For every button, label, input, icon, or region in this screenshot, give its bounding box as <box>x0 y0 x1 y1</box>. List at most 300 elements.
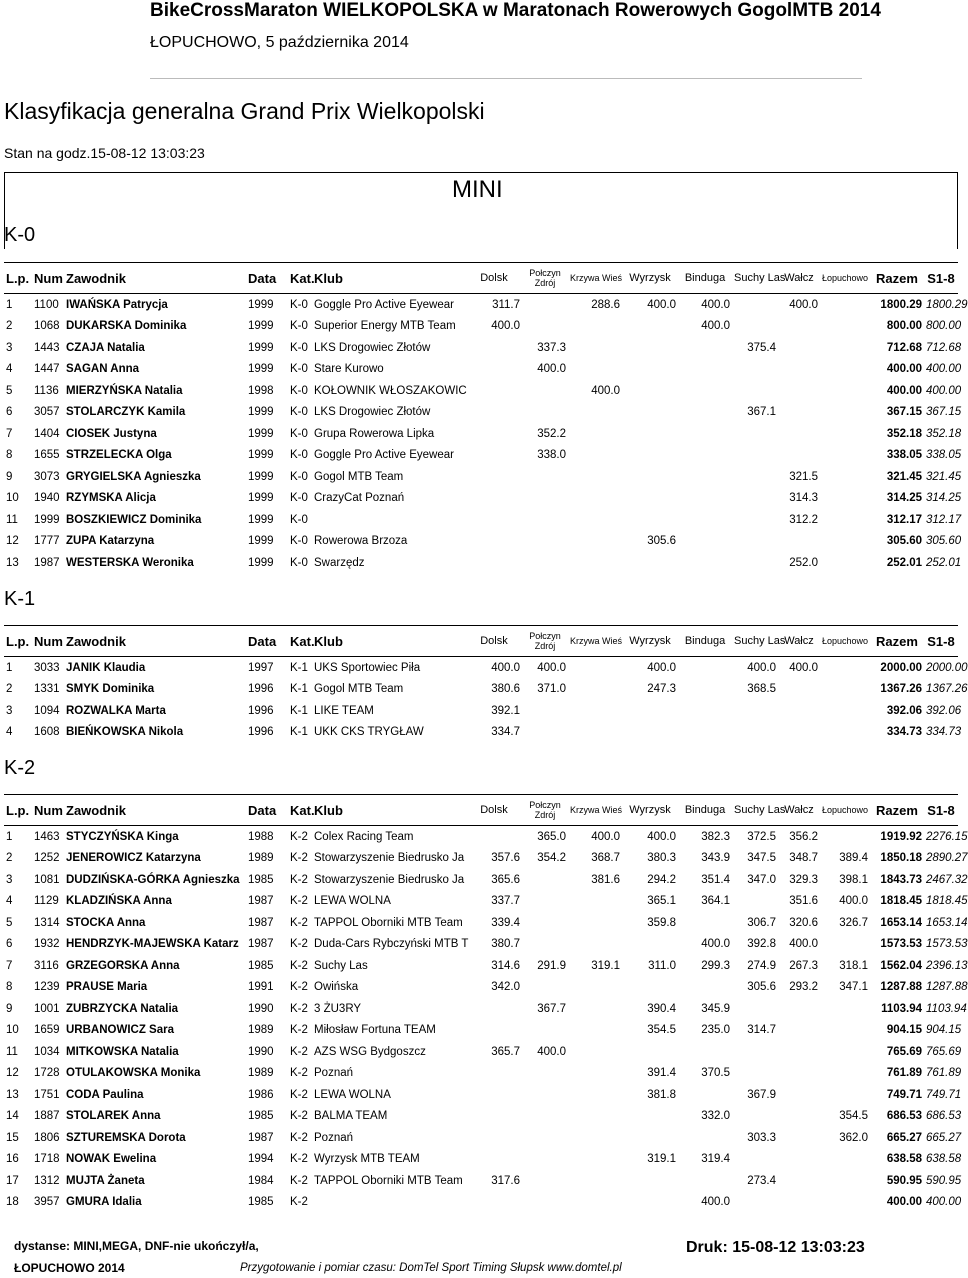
cell-score-suchy-las: 375.4 <box>747 341 776 354</box>
cell-score-lopuchowo <box>820 1063 870 1085</box>
cell-club: Poznań <box>314 1131 354 1144</box>
cell-birth-year: 1985 <box>248 1110 274 1123</box>
cell-score-wyrzysk <box>622 1041 678 1063</box>
cell-total-s18: 392.06 <box>926 704 962 717</box>
cell-score-suchy-las: 392.8 <box>747 938 776 951</box>
cell-birth-year: 1984 <box>248 1174 274 1187</box>
cell-score-wyrzysk <box>622 552 678 574</box>
cell-lp: 4 <box>6 363 13 376</box>
column-header-name: Zawodnik <box>64 263 246 294</box>
cell-score-binduga: 400.0 <box>701 298 730 311</box>
cell-total-s18: 352.18 <box>926 427 962 440</box>
cell-score-suchy-las <box>732 509 778 531</box>
cell-score-dolsk <box>466 998 522 1020</box>
cell-name: BOSZKIEWICZ Dominika <box>66 513 202 526</box>
cell-total: 1287.88 <box>880 981 922 994</box>
cell-score-walcz <box>778 1020 820 1042</box>
cell-birth-year: 1999 <box>248 535 274 548</box>
column-header-total-s18: S1-8 <box>924 626 958 657</box>
cell-birth-year: 1987 <box>248 895 274 908</box>
cell-score-suchy-las <box>732 359 778 381</box>
cell-score-wyrzysk <box>622 380 678 402</box>
cell-name: DUKARSKA Dominika <box>66 320 187 333</box>
cell-category: K-2 <box>290 1110 308 1123</box>
cell-number: 1751 <box>34 1088 60 1101</box>
results-table-k1 <box>4 625 968 743</box>
cell-lp: 6 <box>6 938 13 951</box>
cell-total-s18: 904.15 <box>926 1024 962 1037</box>
cell-category: K-2 <box>290 1153 308 1166</box>
cell-score-dolsk <box>466 552 522 574</box>
cell-score-dolsk: 400.0 <box>491 320 520 333</box>
column-header-score-suchy-las: Suchy Las <box>732 626 778 657</box>
cell-birth-year: 1989 <box>248 1067 274 1080</box>
cell-birth-year: 1999 <box>248 449 274 462</box>
cell-score-polczyn <box>522 934 568 956</box>
cell-number: 1136 <box>34 384 59 397</box>
header-row <box>4 626 958 657</box>
cell-score-dolsk <box>466 1127 522 1149</box>
table-row <box>4 316 958 338</box>
cell-score-suchy-las <box>732 466 778 488</box>
cell-score-dolsk: 392.1 <box>491 704 520 717</box>
cell-score-suchy-las: 372.5 <box>747 830 776 843</box>
cell-score-binduga <box>678 912 732 934</box>
cell-score-suchy-las <box>732 445 778 467</box>
cell-name: IWAŃSKA Patrycja <box>66 298 168 311</box>
cell-club: Rowerowa Brzoza <box>314 535 408 548</box>
cell-score-binduga: 299.3 <box>701 959 730 972</box>
cell-score-dolsk <box>466 1063 522 1085</box>
cell-total: 400.00 <box>886 1196 922 1209</box>
cell-score-binduga <box>678 1170 732 1192</box>
cell-total-s18: 800.00 <box>926 320 962 333</box>
cell-score-walcz: 329.3 <box>789 873 818 886</box>
cell-total: 1653.14 <box>880 916 922 929</box>
cell-score-binduga <box>678 1041 732 1063</box>
cell-name: STOLAREK Anna <box>66 1110 161 1123</box>
cell-score-polczyn <box>522 1192 568 1214</box>
cell-score-suchy-las <box>732 488 778 510</box>
cell-score-lopuchowo <box>820 1020 870 1042</box>
cell-score-krzywa-wies <box>568 1127 622 1149</box>
cell-birth-year: 1989 <box>248 1024 274 1037</box>
cell-total-s18: 252.01 <box>926 556 962 569</box>
cell-score-dolsk <box>466 423 522 445</box>
cell-category: K-2 <box>290 895 308 908</box>
column-header-score-polczyn: Połczyn Zdrój <box>522 626 568 657</box>
cell-score-binduga: 400.0 <box>701 320 730 333</box>
cell-score-walcz <box>778 1127 820 1149</box>
footer-distances: dystanse: MINI,MEGA, DNF-nie ukończył/a, <box>14 1239 259 1253</box>
cell-number: 1034 <box>34 1045 60 1058</box>
cell-category: K-1 <box>290 726 308 739</box>
column-header-score-binduga: Binduga <box>678 795 732 826</box>
cell-score-wyrzysk <box>622 722 678 744</box>
cell-score-lopuchowo <box>820 826 870 848</box>
cell-score-walcz <box>778 445 820 467</box>
column-header-total-s18: S1-8 <box>924 263 958 294</box>
cell-score-lopuchowo: 389.4 <box>839 852 868 865</box>
cell-score-suchy-las: 273.4 <box>747 1174 776 1187</box>
cell-name: OTULAKOWSKA Monika <box>66 1067 201 1080</box>
cell-score-lopuchowo <box>820 402 870 424</box>
column-header-score-krzywa-wies: Krzywa Wieś <box>568 795 622 826</box>
cell-score-lopuchowo <box>820 294 870 316</box>
cell-score-walcz <box>778 998 820 1020</box>
cell-number: 1239 <box>34 981 60 994</box>
column-header-name: Zawodnik <box>64 795 246 826</box>
cell-number: 1987 <box>34 556 60 569</box>
cell-total: 638.58 <box>886 1153 922 1166</box>
cell-score-krzywa-wies <box>568 977 622 999</box>
cell-total: 1103.94 <box>881 1002 922 1015</box>
cell-score-krzywa-wies <box>568 1084 622 1106</box>
cell-name: SZTUREMSKA Dorota <box>66 1131 186 1144</box>
cell-score-suchy-las <box>732 1041 778 1063</box>
cell-birth-year: 1999 <box>248 513 274 526</box>
table-row <box>4 466 958 488</box>
cell-score-dolsk: 400.0 <box>491 661 520 674</box>
cell-name: CIOSEK Justyna <box>66 427 157 440</box>
cell-score-krzywa-wies <box>568 998 622 1020</box>
column-header-score-binduga: Binduga <box>678 263 732 294</box>
cell-total-s18: 2000.00 <box>926 661 968 674</box>
cell-score-binduga: 400.0 <box>701 1196 730 1209</box>
cell-score-lopuchowo <box>820 552 870 574</box>
cell-score-polczyn: 337.3 <box>537 341 566 354</box>
cell-club: Wyrzysk MTB TEAM <box>314 1153 420 1166</box>
cell-number: 3116 <box>34 959 59 972</box>
table-row <box>4 679 958 701</box>
cell-score-walcz <box>778 1170 820 1192</box>
cell-score-wyrzysk: 400.0 <box>647 298 676 311</box>
cell-name: WESTERSKA Weronika <box>66 556 194 569</box>
cell-name: SMYK Dominika <box>66 683 155 696</box>
cell-birth-year: 1999 <box>248 406 274 419</box>
cell-name: STOCKA Anna <box>66 916 146 929</box>
cell-number: 1068 <box>34 320 60 333</box>
cell-score-krzywa-wies <box>568 1106 622 1128</box>
column-header-lp: L.p. <box>4 795 32 826</box>
cell-score-walcz <box>778 423 820 445</box>
cell-birth-year: 1989 <box>248 852 274 865</box>
table-row <box>4 1106 958 1128</box>
cell-birth-year: 1999 <box>248 470 274 483</box>
cell-score-binduga <box>678 1084 732 1106</box>
cell-score-wyrzysk <box>622 316 678 338</box>
cell-total-s18: 2890.27 <box>926 852 968 865</box>
cell-total: 252.01 <box>886 556 922 569</box>
table-row <box>4 1041 958 1063</box>
cell-score-polczyn: 365.0 <box>537 830 566 843</box>
cell-score-wyrzysk: 247.3 <box>647 683 676 696</box>
cell-score-krzywa-wies <box>568 531 622 553</box>
cell-score-polczyn <box>522 380 568 402</box>
cell-name: ZUPA Katarzyna <box>66 535 155 548</box>
cell-score-wyrzysk: 305.6 <box>647 535 676 548</box>
cell-score-wyrzysk <box>622 402 678 424</box>
cell-score-krzywa-wies <box>568 445 622 467</box>
cell-lp: 12 <box>6 535 19 548</box>
cell-total-s18: 638.58 <box>926 1153 962 1166</box>
cell-number: 3033 <box>34 661 60 674</box>
cell-birth-year: 1998 <box>248 384 274 397</box>
cell-score-binduga <box>678 509 732 531</box>
cell-club: Goggle Pro Active Eyewear <box>314 298 454 311</box>
cell-number: 1777 <box>34 535 60 548</box>
column-header-score-walcz: Wałcz <box>778 795 820 826</box>
column-header-lp: L.p. <box>4 626 32 657</box>
cell-score-wyrzysk: 400.0 <box>647 661 676 674</box>
cell-score-polczyn <box>522 509 568 531</box>
cell-score-binduga <box>678 380 732 402</box>
cell-lp: 7 <box>6 959 13 972</box>
cell-total-s18: 1367.26 <box>926 683 968 696</box>
cell-score-dolsk <box>466 1106 522 1128</box>
page-title: Klasyfikacja generalna Grand Prix Wielkopolski <box>4 98 485 124</box>
cell-birth-year: 1999 <box>248 492 274 505</box>
cell-name: DUDZIŃSKA-GÓRKA Agnieszka <box>66 873 240 886</box>
cell-birth-year: 1988 <box>248 830 274 843</box>
cell-score-lopuchowo <box>820 316 870 338</box>
cell-score-krzywa-wies: 381.6 <box>591 873 620 886</box>
cell-score-walcz <box>778 1106 820 1128</box>
cell-club: Goggle Pro Active Eyewear <box>314 449 454 462</box>
cell-score-walcz <box>778 531 820 553</box>
table-row <box>4 998 958 1020</box>
cell-total: 2000.00 <box>880 661 922 674</box>
cell-category: K-0 <box>290 298 308 311</box>
cell-score-walcz: 351.6 <box>789 895 818 908</box>
cell-score-wyrzysk <box>622 466 678 488</box>
group-title-k2: K-2 <box>4 757 36 779</box>
cell-score-wyrzysk <box>622 934 678 956</box>
cell-birth-year: 1990 <box>248 1002 274 1015</box>
cell-total: 1562.04 <box>880 959 922 972</box>
cell-total-s18: 400.00 <box>926 363 962 376</box>
cell-score-krzywa-wies <box>568 657 622 679</box>
cell-score-krzywa-wies: 400.0 <box>591 384 620 397</box>
cell-lp: 2 <box>6 852 13 865</box>
column-header-score-krzywa-wies: Krzywa Wieś <box>568 626 622 657</box>
cell-score-suchy-las: 367.9 <box>747 1088 776 1101</box>
cell-score-wyrzysk <box>622 1127 678 1149</box>
cell-birth-year: 1999 <box>248 363 274 376</box>
cell-number: 1463 <box>34 830 60 843</box>
cell-score-walcz: 314.3 <box>789 492 818 505</box>
cell-club: LIKE TEAM <box>314 704 374 717</box>
cell-score-binduga <box>678 423 732 445</box>
cell-score-polczyn: 354.2 <box>537 852 566 865</box>
table-row <box>4 826 958 848</box>
cell-number: 1094 <box>34 704 60 717</box>
cell-score-binduga <box>678 466 732 488</box>
cell-number: 1443 <box>34 341 60 354</box>
cell-score-polczyn <box>522 466 568 488</box>
cell-score-binduga <box>678 445 732 467</box>
group-title-k1: K-1 <box>4 588 36 610</box>
cell-total: 665.27 <box>886 1131 922 1144</box>
cell-total: 367.15 <box>886 406 922 419</box>
cell-birth-year: 1987 <box>248 938 274 951</box>
table-row <box>4 1170 958 1192</box>
cell-score-krzywa-wies <box>568 1149 622 1171</box>
cell-score-polczyn: 400.0 <box>537 363 566 376</box>
cell-score-krzywa-wies <box>568 337 622 359</box>
header-row <box>4 795 958 826</box>
cell-number: 1001 <box>34 1002 60 1015</box>
cell-lp: 16 <box>6 1153 19 1166</box>
column-header-score-wyrzysk: Wyrzysk <box>622 263 678 294</box>
cell-score-binduga <box>678 657 732 679</box>
cell-category: K-0 <box>290 320 308 333</box>
cell-score-dolsk <box>466 509 522 531</box>
cell-score-binduga: 364.1 <box>701 895 730 908</box>
cell-number: 1655 <box>34 449 60 462</box>
cell-score-polczyn <box>522 722 568 744</box>
cell-score-lopuchowo <box>820 466 870 488</box>
cell-score-dolsk <box>466 380 522 402</box>
cell-score-binduga <box>678 402 732 424</box>
cell-score-walcz: 293.2 <box>789 981 818 994</box>
column-header-score-dolsk: Dolsk <box>466 263 522 294</box>
cell-total: 761.89 <box>886 1067 922 1080</box>
cell-number: 1608 <box>34 726 60 739</box>
column-header-score-walcz: Wałcz <box>778 626 820 657</box>
cell-total-s18: 2396.13 <box>926 959 968 972</box>
cell-total: 392.06 <box>886 704 922 717</box>
cell-score-krzywa-wies <box>568 359 622 381</box>
cell-score-suchy-las: 305.6 <box>747 981 776 994</box>
cell-lp: 7 <box>6 427 13 440</box>
cell-total: 400.00 <box>886 384 922 397</box>
cell-name: ZUBRZYCKA Natalia <box>66 1002 179 1015</box>
cell-score-suchy-las: 368.5 <box>747 683 776 696</box>
cell-score-krzywa-wies <box>568 1041 622 1063</box>
cell-score-binduga <box>678 722 732 744</box>
cell-number: 1659 <box>34 1024 60 1037</box>
cell-number: 1447 <box>34 363 60 376</box>
cell-club: UKS Sportowiec Piła <box>314 661 421 674</box>
column-header-club: Klub <box>312 263 466 294</box>
cell-total-s18: 305.60 <box>926 535 962 548</box>
cell-name: SAGAN Anna <box>66 363 140 376</box>
column-header-number: Num <box>32 626 64 657</box>
cell-club: Stowarzyszenie Biedrusko Ja <box>314 873 465 886</box>
cell-score-wyrzysk <box>622 509 678 531</box>
cell-total-s18: 1800.29 <box>926 298 968 311</box>
cell-club <box>312 509 466 531</box>
cell-total-s18: 338.05 <box>926 449 962 462</box>
event-title: BikeCrossMaraton WIELKOPOLSKA w Maratonach Rowerowych GogolMTB 2014 <box>150 0 881 21</box>
cell-score-binduga <box>678 359 732 381</box>
column-header-score-dolsk: Dolsk <box>466 795 522 826</box>
cell-name: PRAUSE Maria <box>66 981 148 994</box>
cell-score-walcz <box>778 700 820 722</box>
cell-score-lopuchowo <box>820 359 870 381</box>
cell-score-binduga <box>678 552 732 574</box>
cell-score-suchy-las <box>732 891 778 913</box>
cell-score-suchy-las <box>732 316 778 338</box>
event-subtitle: ŁOPUCHOWO, 5 października 2014 <box>150 34 409 51</box>
cell-birth-year: 1991 <box>248 981 274 994</box>
column-header-score-dolsk: Dolsk <box>466 626 522 657</box>
cell-score-polczyn <box>522 552 568 574</box>
cell-score-dolsk: 317.6 <box>491 1174 520 1187</box>
column-header-number: Num <box>32 795 64 826</box>
cell-name: STOLARCZYK Kamila <box>66 406 186 419</box>
cell-total-s18: 761.89 <box>926 1067 962 1080</box>
cell-score-wyrzysk <box>622 1106 678 1128</box>
cell-score-krzywa-wies <box>568 1170 622 1192</box>
cell-name: JENEROWICZ Katarzyna <box>66 852 201 865</box>
column-header-score-polczyn: Połczyn Zdrój <box>522 263 568 294</box>
cell-name: GRYGIELSKA Agnieszka <box>66 470 201 483</box>
cell-score-polczyn <box>522 402 568 424</box>
cell-score-binduga <box>678 337 732 359</box>
cell-score-suchy-las <box>732 1106 778 1128</box>
category-name: MINI <box>452 176 503 203</box>
cell-score-binduga: 332.0 <box>701 1110 730 1123</box>
cell-score-polczyn <box>522 531 568 553</box>
cell-score-wyrzysk: 359.8 <box>647 916 676 929</box>
cell-total: 314.25 <box>886 492 922 505</box>
cell-score-lopuchowo <box>820 1041 870 1063</box>
cell-score-polczyn <box>522 316 568 338</box>
cell-score-walcz: 400.0 <box>789 298 818 311</box>
cell-total: 1573.53 <box>880 938 922 951</box>
cell-score-wyrzysk: 294.2 <box>647 873 676 886</box>
cell-score-lopuchowo <box>820 1192 870 1214</box>
cell-name: STYCZYŃSKA Kinga <box>66 830 179 843</box>
cell-category: K-0 <box>290 470 308 483</box>
table-row <box>4 337 958 359</box>
cell-score-lopuchowo <box>820 998 870 1020</box>
cell-birth-year: 1997 <box>248 661 274 674</box>
cell-score-suchy-las: 306.7 <box>747 916 776 929</box>
table-row <box>4 552 958 574</box>
cell-category: K-2 <box>290 1045 308 1058</box>
cell-birth-year: 1996 <box>248 726 274 739</box>
cell-score-krzywa-wies <box>568 1020 622 1042</box>
cell-score-wyrzysk <box>622 700 678 722</box>
cell-number: 1100 <box>34 298 59 311</box>
cell-score-dolsk: 365.6 <box>491 873 520 886</box>
cell-score-walcz <box>778 359 820 381</box>
cell-score-krzywa-wies <box>568 423 622 445</box>
cell-score-polczyn: 400.0 <box>537 661 566 674</box>
cell-score-polczyn <box>522 1020 568 1042</box>
cell-number: 1728 <box>34 1067 60 1080</box>
cell-score-walcz: 267.3 <box>789 959 818 972</box>
cell-score-wyrzysk <box>622 977 678 999</box>
cell-score-wyrzysk <box>622 445 678 467</box>
cell-score-lopuchowo <box>820 337 870 359</box>
cell-score-dolsk <box>466 1192 522 1214</box>
cell-score-krzywa-wies <box>568 488 622 510</box>
cell-lp: 2 <box>6 320 13 333</box>
cell-score-lopuchowo <box>820 679 870 701</box>
cell-name: MIERZYŃSKA Natalia <box>66 384 183 397</box>
table-row <box>4 509 958 531</box>
cell-score-binduga: 343.9 <box>701 852 730 865</box>
cell-score-lopuchowo: 354.5 <box>839 1110 868 1123</box>
cell-lp: 17 <box>6 1174 19 1187</box>
cell-club: Duda-Cars Rybczyński MTB T <box>314 938 469 951</box>
cell-category: K-0 <box>290 492 308 505</box>
cell-score-polczyn: 291.9 <box>537 959 566 972</box>
